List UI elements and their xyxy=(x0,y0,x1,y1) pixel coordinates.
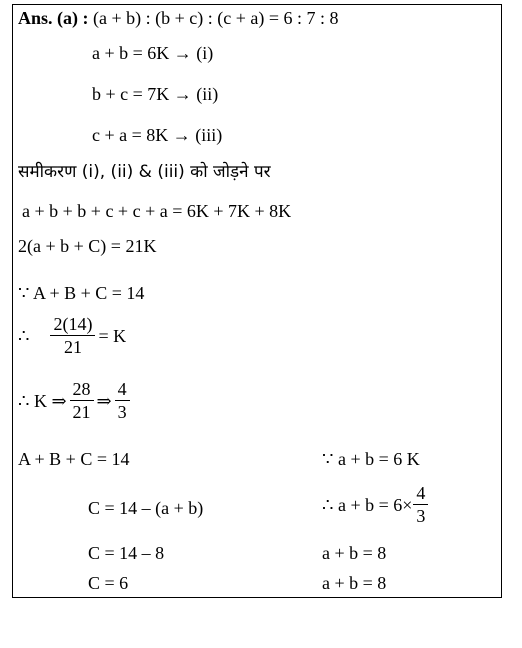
right-row-4: a + b = 8 xyxy=(322,573,387,593)
answer-label: Ans. (a) : xyxy=(18,8,89,28)
right-den-3: 3 xyxy=(416,506,426,526)
equation-2: b + c = 7K → (ii) xyxy=(92,84,219,104)
equation-1: a + b = 6K → (i) xyxy=(92,43,214,63)
hindi-note: समीकरण (i), (ii) & (iii) को जोड़ने पर xyxy=(18,162,271,182)
k-num-4: 4 xyxy=(115,380,130,401)
given-statement: ∵ A + B + C = 14 xyxy=(18,283,145,303)
k-fraction-28-21 xyxy=(70,380,94,421)
answer-line xyxy=(18,9,339,27)
equation-3: c + a = 8K → (iii) xyxy=(92,125,223,145)
k-den-3: 3 xyxy=(117,402,127,422)
right-row-2-prefix: ∴ a + b = 6× xyxy=(322,494,413,515)
right-row-1: ∵ a + b = 6 K xyxy=(322,449,420,469)
k-fraction-4-3 xyxy=(115,380,130,421)
k-den-21: 21 xyxy=(72,402,91,422)
therefore-symbol: ∴ xyxy=(18,325,30,346)
implies-arrow: ⇒ xyxy=(96,390,112,411)
k-fraction-rhs: = K xyxy=(98,325,127,346)
left-row-2: C = 14 – (a + b) xyxy=(88,498,204,518)
ratio-statement: (a + b) : (b + c) : (c + a) = 6 : 7 : 8 xyxy=(88,8,339,28)
left-row-3: C = 14 – 8 xyxy=(88,543,165,563)
k-fraction-line xyxy=(18,315,126,356)
k-fraction-numerator: 2(14) xyxy=(50,315,95,336)
combined-equation: 2(a + b + C) = 21K xyxy=(18,236,157,256)
k-value-line xyxy=(18,380,133,421)
k-fraction xyxy=(50,315,95,356)
k-num-28: 28 xyxy=(70,380,94,401)
k-fraction-denominator: 21 xyxy=(63,337,82,357)
left-row-4: C = 6 xyxy=(88,573,129,593)
left-row-1: A + B + C = 14 xyxy=(18,449,130,469)
sum-line: a + b + b + c + c + a = 6K + 7K + 8K xyxy=(22,201,292,221)
right-row-3: a + b = 8 xyxy=(322,543,387,563)
k-prefix: ∴ K ⇒ xyxy=(18,390,67,411)
right-row-2 xyxy=(322,484,431,525)
right-fraction-4-3 xyxy=(413,484,428,525)
right-num-4: 4 xyxy=(413,484,428,505)
